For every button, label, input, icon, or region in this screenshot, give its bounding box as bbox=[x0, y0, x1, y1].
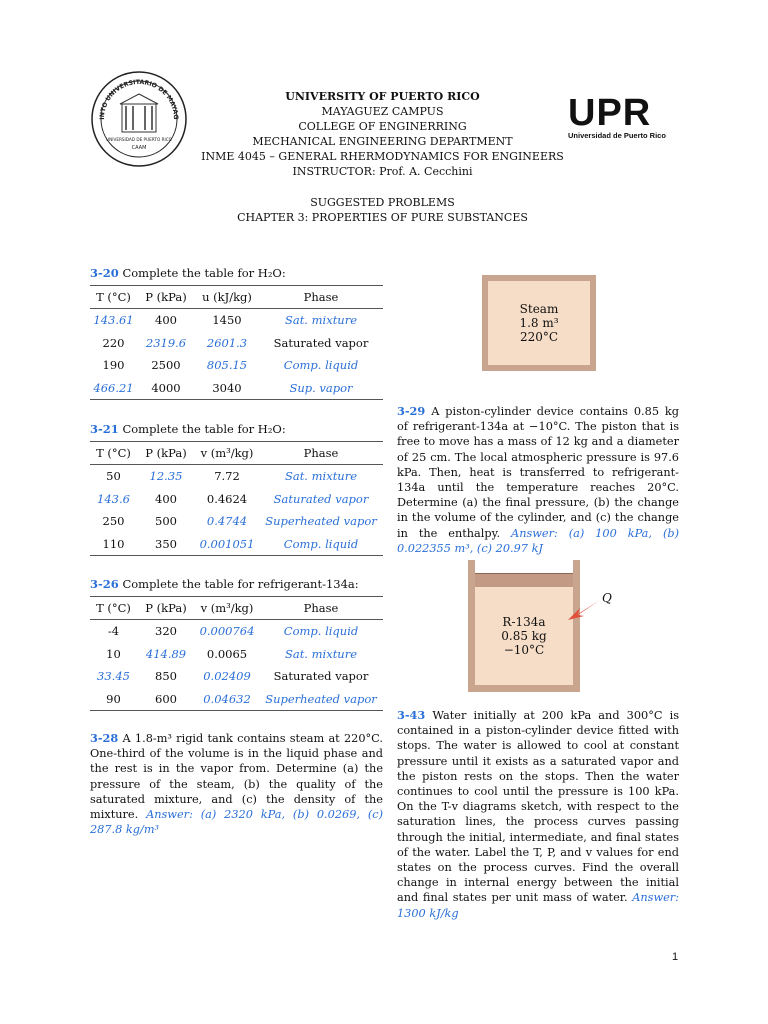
table-header-row bbox=[90, 442, 383, 465]
col-header: T (°C) bbox=[90, 286, 137, 309]
table-cell: Saturated vapor bbox=[273, 491, 369, 506]
table-cell: 805.15 bbox=[206, 358, 248, 373]
course-name: INME 4045 – GENERAL RHERMODYNAMICS FOR ENGINEERS bbox=[201, 150, 564, 163]
seal-top-text: INTO UNIVERSITARIO DE MAYAG bbox=[98, 78, 180, 120]
problem-3-20-heading bbox=[90, 266, 286, 280]
fig-label: −10°C bbox=[503, 643, 545, 657]
table-cell: 12.35 bbox=[149, 469, 183, 484]
table-cell: 0.001051 bbox=[195, 533, 259, 556]
table-cell: Superheated vapor bbox=[259, 688, 383, 711]
fig-label: Steam bbox=[519, 302, 559, 316]
col-header: u (kJ/kg) bbox=[195, 286, 259, 309]
problem-3-21-heading bbox=[90, 422, 286, 436]
col-header: T (°C) bbox=[90, 442, 137, 465]
problem-number: 3-20 bbox=[90, 266, 119, 280]
table-cell: 2601.3 bbox=[206, 335, 248, 350]
table-cell: 190 bbox=[102, 358, 125, 373]
col-header: Phase bbox=[259, 597, 383, 620]
table-cell: 50 bbox=[106, 469, 121, 484]
fig-label: 0.85 kg bbox=[501, 629, 547, 643]
problem-title: Complete the table for H₂O: bbox=[122, 422, 286, 436]
table-cell: 143.6 bbox=[97, 491, 130, 506]
heat-label: Q bbox=[602, 591, 612, 605]
table-cell: 0.04632 bbox=[195, 688, 259, 711]
cylinder-floor bbox=[468, 685, 580, 692]
table-cell: Saturated vapor bbox=[273, 335, 369, 350]
table-cell: 3040 bbox=[195, 377, 259, 400]
table-cell: 320 bbox=[155, 624, 177, 639]
table-cell: Sat. mixture bbox=[284, 313, 358, 328]
department-name: MECHANICAL ENGINEERING DEPARTMENT bbox=[252, 135, 513, 148]
table-cell: 10 bbox=[106, 646, 121, 661]
seal-bottom-text: UNIVERSIDAD DE PUERTO RICO bbox=[106, 137, 172, 142]
college-name: COLLEGE OF ENGINERRING bbox=[298, 120, 467, 133]
table-cell: Comp. liquid bbox=[283, 624, 359, 639]
table-cell: 850 bbox=[155, 669, 177, 684]
table-row bbox=[90, 465, 383, 488]
piston bbox=[475, 573, 573, 587]
table-cell: 466.21 bbox=[90, 377, 137, 400]
fig-label: 1.8 m³ bbox=[519, 316, 559, 330]
table-cell: 2319.6 bbox=[145, 335, 187, 350]
cylinder-wall-right bbox=[573, 560, 580, 692]
col-header: Phase bbox=[259, 286, 383, 309]
table-cell: -4 bbox=[107, 624, 120, 639]
steam-tank-figure bbox=[482, 275, 596, 371]
document-subtitle bbox=[190, 195, 575, 225]
doc-type: SUGGESTED PROBLEMS bbox=[310, 196, 455, 209]
col-header: v (m³/kg) bbox=[195, 597, 259, 620]
problem-title: Complete the table for refrigerant-134a: bbox=[122, 577, 359, 591]
table-cell: 4000 bbox=[137, 377, 195, 400]
table-row bbox=[90, 665, 383, 688]
table-row bbox=[90, 620, 383, 643]
table-row bbox=[90, 309, 383, 332]
problem-answer: Answer: (a) 2320 kPa, (b) 0.0269, (c) 287.8 kg/m³ bbox=[90, 808, 383, 837]
problem-text: A piston-cylinder device contains 0.85 kg of refrigerant-134a at −10°C. The piston that is free to move has a mass of 12 kg and a diameter of 25 cm. The local atmospheric pressure is 97.6 kPa. Then, heat is transferred to refrigerant-134a until the temperature reaches 20°C. Determine (a) the final pressure, (b) the change in the volume of the cylinder, and (c) the change in the enthalpy. bbox=[397, 405, 679, 540]
table-row bbox=[90, 487, 383, 510]
table-cell: Superheated vapor bbox=[265, 514, 377, 529]
table-cell: 0.02409 bbox=[203, 669, 251, 684]
problem-text: Water initially at 200 kPa and 300°C is contained in a piston-cylinder device fitted with stops. The water is allowed to cool at constant pressure until it exists as a saturated vapor and the piston rests on the stops. Then the water continues to cool until the pressure is 100 kPa. On the T-v diagrams sketch, with respect to the saturation lines, the process curves passing through the initial, intermediate, and final states of the water. Label the T, P, and v values for end states on the process curves. Find the overall change in internal energy between the initial and final states per unit mass of water. bbox=[397, 709, 679, 905]
col-header: P (kPa) bbox=[137, 442, 195, 465]
table-header-row bbox=[90, 597, 383, 620]
table-cell: 0.4624 bbox=[206, 491, 248, 506]
upr-logo bbox=[568, 92, 690, 142]
problem-number: 3-26 bbox=[90, 577, 119, 591]
table-cell: 600 bbox=[137, 688, 195, 711]
seal-caam-text: CAAM bbox=[131, 145, 147, 151]
problem-number: 3-21 bbox=[90, 422, 119, 436]
table-row bbox=[90, 533, 383, 556]
table-cell: Comp. liquid bbox=[283, 358, 359, 373]
problem-answer: Answer: (a) 100 kPa, (b) 0.022355 m³, (c) 20.97 kJ bbox=[397, 526, 679, 555]
upr-logo-subtitle: Universidad de Puerto Rico bbox=[568, 131, 666, 140]
chapter-title: CHAPTER 3: PROPERTIES OF PURE SUBSTANCES bbox=[237, 211, 528, 224]
col-header: P (kPa) bbox=[137, 286, 195, 309]
table-3-21 bbox=[90, 441, 383, 556]
university-seal-logo bbox=[90, 70, 188, 168]
table-cell: 400 bbox=[155, 491, 177, 506]
table-cell: 400 bbox=[155, 313, 177, 328]
table-cell: 220 bbox=[102, 335, 125, 350]
svg-text:RECINTO UNIVERSITARIO DE MAYAG bbox=[90, 70, 179, 120]
table-row bbox=[90, 510, 383, 533]
problem-title: Complete the table for H₂O: bbox=[122, 266, 286, 280]
problem-3-43 bbox=[397, 708, 679, 921]
table-cell: 250 bbox=[102, 514, 125, 529]
problem-3-28 bbox=[90, 731, 383, 837]
problem-answer: Answer: 1300 kJ/kg bbox=[397, 891, 680, 920]
table-row bbox=[90, 377, 383, 400]
upr-logo-letters: UPR bbox=[568, 92, 652, 134]
fig-label: R-134a bbox=[502, 615, 546, 629]
problem-3-26-heading bbox=[90, 577, 359, 591]
campus-name: MAYAGUEZ CAMPUS bbox=[321, 105, 444, 118]
table-cell: 1450 bbox=[212, 313, 242, 328]
table-cell: Sat. mixture bbox=[284, 469, 358, 484]
table-cell: Saturated vapor bbox=[273, 669, 369, 684]
table-cell: 0.000764 bbox=[199, 624, 255, 639]
page-number: 1 bbox=[672, 951, 679, 963]
col-header: P (kPa) bbox=[137, 597, 195, 620]
table-3-26 bbox=[90, 596, 383, 711]
table-row bbox=[90, 688, 383, 711]
table-cell: 414.89 bbox=[145, 646, 187, 661]
table-cell: 2500 bbox=[151, 358, 181, 373]
problem-text: A 1.8-m³ rigid tank contains steam at 220°C. One-third of the volume is in the liquid phase and the rest is in the vapor from. Determine (a) the pressure of the steam, (b) the quality of the saturated mixture, and (c) the density of the mixture. bbox=[90, 732, 383, 822]
piston-cylinder-figure bbox=[468, 560, 580, 692]
problem-number: 3-28 bbox=[90, 731, 119, 745]
heat-arrow-icon bbox=[566, 598, 602, 624]
problem-3-29 bbox=[397, 404, 679, 556]
table-cell: 33.45 bbox=[97, 669, 130, 684]
instructor-name: INSTRUCTOR: Prof. A. Cecchini bbox=[292, 165, 473, 178]
document-header bbox=[190, 89, 575, 179]
university-name: UNIVERSITY OF PUERTO RICO bbox=[285, 90, 480, 103]
table-row bbox=[90, 642, 383, 665]
table-cell: Sup. vapor bbox=[259, 377, 383, 400]
refrigerant-region bbox=[475, 587, 573, 685]
table-cell: 110 bbox=[90, 533, 137, 556]
table-cell: 0.0065 bbox=[206, 646, 248, 661]
steam-tank-interior bbox=[488, 281, 590, 365]
table-cell: 0.4744 bbox=[206, 514, 248, 529]
table-row bbox=[90, 354, 383, 377]
problem-number: 3-29 bbox=[397, 404, 426, 418]
table-cell: 350 bbox=[137, 533, 195, 556]
cylinder-wall-left bbox=[468, 560, 475, 692]
table-cell: Comp. liquid bbox=[259, 533, 383, 556]
col-header: v (m³/kg) bbox=[195, 442, 259, 465]
problem-number: 3-43 bbox=[397, 708, 426, 722]
table-cell: 90 bbox=[90, 688, 137, 711]
table-header-row bbox=[90, 286, 383, 309]
table-cell: 7.72 bbox=[214, 469, 240, 484]
table-cell: 500 bbox=[155, 514, 177, 529]
fig-label: 220°C bbox=[519, 330, 559, 344]
table-cell: 143.61 bbox=[93, 313, 134, 328]
table-cell: Sat. mixture bbox=[284, 646, 358, 661]
col-header: T (°C) bbox=[90, 597, 137, 620]
table-3-20 bbox=[90, 285, 383, 400]
col-header: Phase bbox=[259, 442, 383, 465]
table-row bbox=[90, 331, 383, 354]
